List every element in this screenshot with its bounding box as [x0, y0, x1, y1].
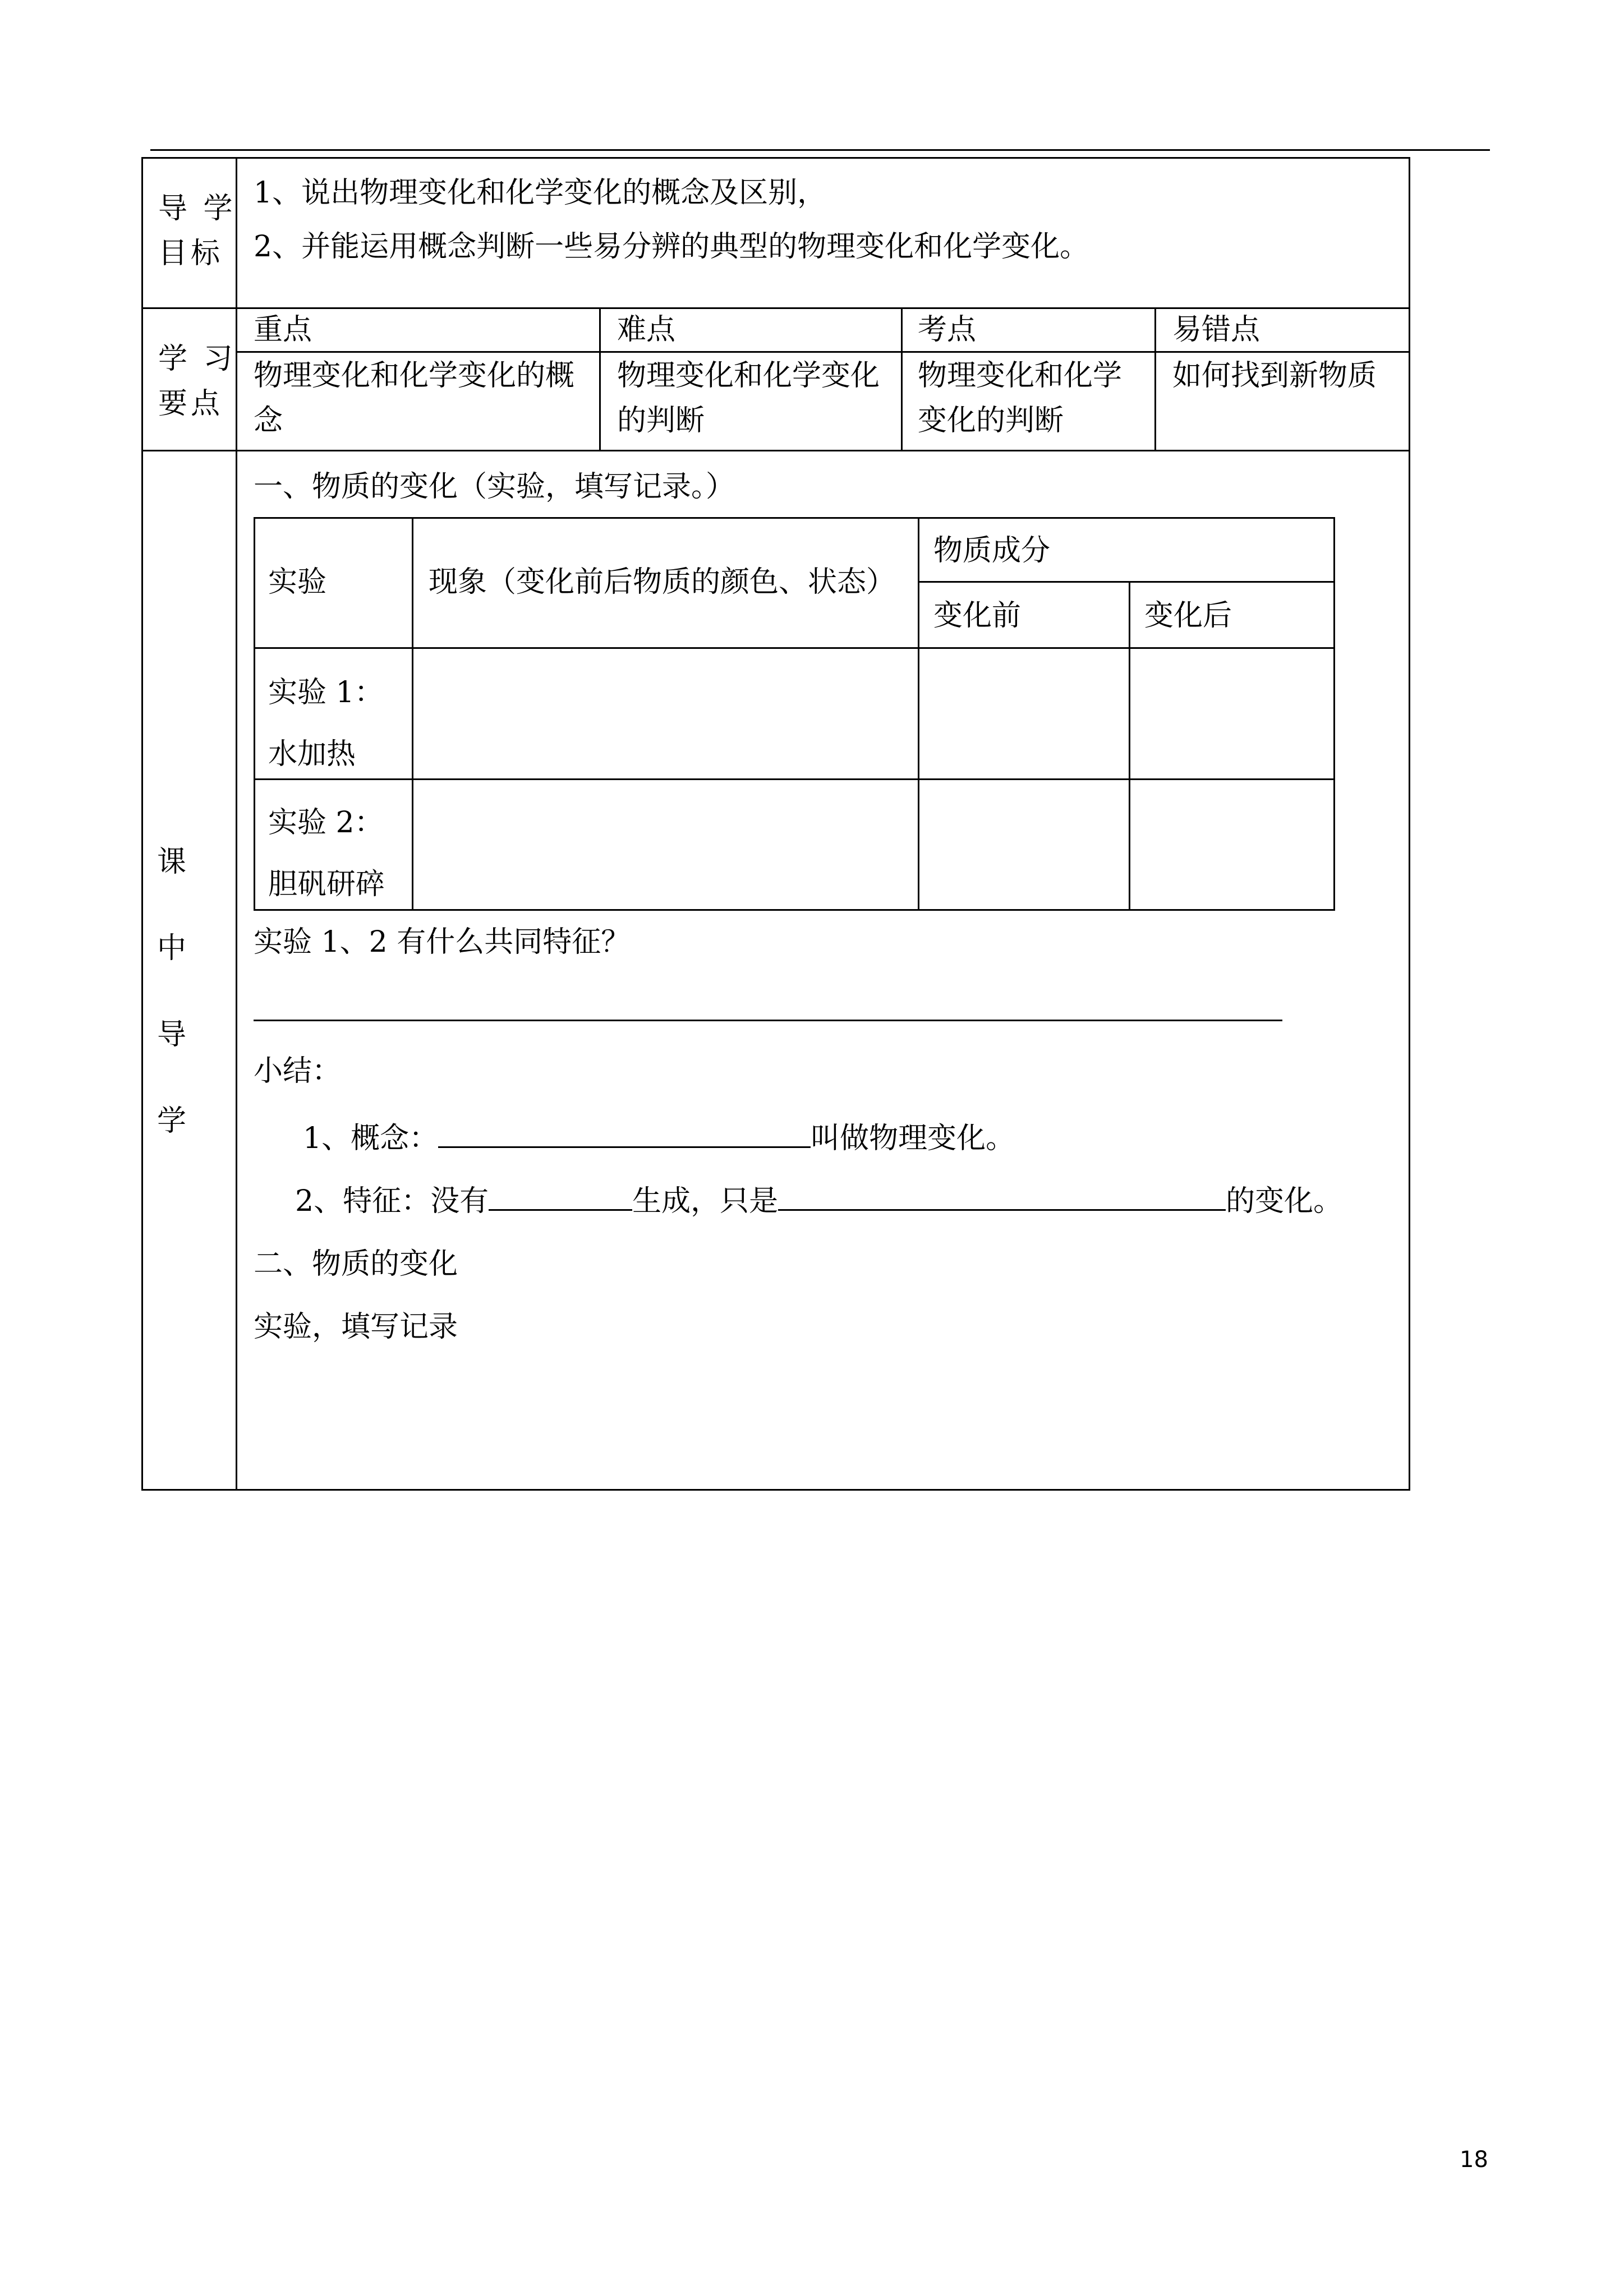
header-key-point: 重点 [254, 313, 312, 347]
lesson-label: 课 中 导 学 [157, 845, 187, 1138]
header-difficulty: 难点 [617, 313, 676, 347]
objective-1: 1、说出物理变化和化学变化的概念及区别， [254, 176, 827, 210]
exam-point-cell: 物理变化和化学 变化的判断 [918, 359, 1122, 437]
concept-line: 1、概念： 叫做物理变化。 [303, 1115, 1015, 1161]
difficulty-cell: 物理变化和化学变化 的判断 [617, 359, 880, 437]
row-divider [141, 450, 1410, 451]
col-phenomenon: 现象（变化前后物质的颜色、状态） [429, 565, 896, 599]
feature-blank-1[interactable] [489, 1178, 632, 1211]
feature-line: 2、特征：没有 生成，只是 的变化。 [295, 1178, 1342, 1224]
header-exam-point: 考点 [918, 313, 977, 347]
experiment-row-divider [254, 647, 1335, 649]
header-rule [150, 149, 1490, 151]
experiment-row-2: 实验 2： 胆矾研碎 [268, 806, 385, 901]
col-before: 变化前 [933, 599, 1022, 633]
key-points-col-divider [901, 307, 903, 450]
experiment-col-divider [412, 517, 413, 911]
col-experiment: 实验 [268, 565, 327, 599]
col-after: 变化后 [1144, 599, 1232, 633]
error-prone-cell: 如何找到新物质 [1172, 359, 1377, 393]
section-2-text: 实验，填写记录 [254, 1310, 458, 1344]
experiment-col-divider [1129, 581, 1130, 911]
feature-blank-2[interactable] [778, 1178, 1226, 1211]
experiment-col-divider [918, 517, 919, 911]
summary-title: 小结： [254, 1054, 342, 1088]
objective-2: 2、并能运用概念判断一些易分辨的典型的物理变化和化学变化。 [254, 230, 1089, 264]
key-points-label: 学 习 要点 [158, 342, 236, 421]
section-1-title: 一、物质的变化（实验，填写记录。） [254, 470, 735, 504]
experiment-row-1: 实验 1： 水加热 [268, 676, 384, 771]
composition-header-divider [918, 581, 1335, 583]
section-2-title: 二、物质的变化 [254, 1247, 458, 1281]
key-point-cell: 物理变化和化学变化的概 念 [254, 359, 575, 437]
experiment-row-divider [254, 778, 1335, 780]
key-points-col-divider [1154, 307, 1156, 450]
concept-blank[interactable] [438, 1115, 811, 1148]
header-error-prone: 易错点 [1172, 313, 1260, 347]
key-points-col-divider [599, 307, 601, 450]
objectives-label: 导 学 目标 [158, 192, 236, 270]
col-composition: 物质成分 [933, 534, 1051, 568]
answer-line [254, 1020, 1282, 1021]
page-number: 18 [1460, 2147, 1488, 2173]
question: 实验 1、2 有什么共同特征？ [254, 925, 631, 959]
